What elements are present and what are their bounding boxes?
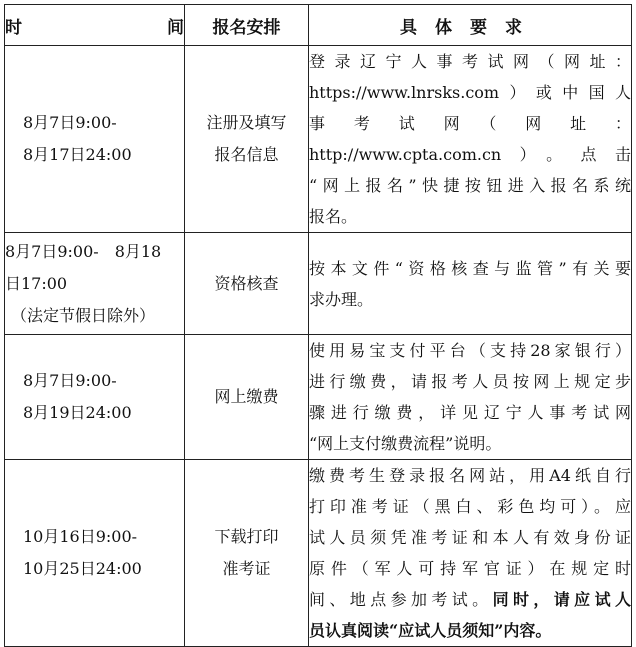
requirement-line: 按本文件“资格核查与监管”有关要 — [309, 258, 631, 278]
requirement-line: http://www.cpta.com.cn）。点击 — [309, 145, 631, 164]
requirement-line: 试人员须凭准考证和本人有效身份证 — [309, 528, 631, 547]
requirement-line: 原件（军人可持军官证）在规定时 — [309, 559, 631, 578]
arrangement-cell — [185, 233, 309, 335]
table-row — [5, 460, 632, 647]
time-line: （法定节假日除外） — [11, 305, 156, 325]
time-line: 8月7日9:00- — [23, 113, 117, 132]
requirement-bold-text: 同时，请应试人 — [492, 590, 631, 609]
requirement-line: 缴费考生登录报名网站，用A4纸自行 — [309, 466, 631, 485]
arrangement-line: 资格核查 — [214, 273, 279, 293]
requirement-line: 登录辽宁人事考试网（网址： — [309, 52, 631, 71]
header-time-char-1: 时 — [5, 17, 22, 38]
arrangement-cell — [185, 46, 309, 233]
requirement-line: “网上支付缴费流程”说明。 — [309, 434, 502, 453]
registration-schedule-table — [4, 4, 632, 647]
requirement-line: https://www.lnrsks.com）或中国人 — [309, 83, 631, 102]
arrangement-cell — [185, 460, 309, 647]
requirement-line: 事 考 试 网 （ 网 址 ： — [309, 114, 631, 133]
arrangement-line: 下载打印 — [214, 527, 279, 546]
table-row — [5, 46, 632, 233]
requirements-cell — [309, 460, 632, 647]
time-cell — [5, 46, 185, 233]
time-line: 8月7日9:00- — [23, 371, 117, 390]
requirement-line: 使用易宝支付平台（支持28家银行） — [309, 341, 631, 360]
time-line: 8月19日24:00 — [23, 403, 132, 422]
header-arrangement: 报名安排 — [185, 5, 309, 46]
time-line: 8月17日24:00 — [23, 145, 132, 164]
arrangement-cell — [185, 335, 309, 460]
requirement-text: 间、地点参加考试。 — [309, 590, 493, 609]
time-cell — [5, 233, 185, 335]
arrangement-line: 准考证 — [222, 559, 271, 578]
time-line: 10月25日24:00 — [23, 559, 142, 578]
time-line: 10月16日9:00- — [23, 527, 138, 546]
requirement-bold-line: 员认真阅读“应试人员须知”内容。 — [309, 621, 552, 640]
requirement-line: 进行缴费，请报考人员按网上规定步 — [309, 372, 631, 391]
requirement-line: 求办理。 — [309, 289, 374, 309]
requirement-line: “网上报名”快捷按钮进入报名系统 — [309, 176, 631, 195]
requirements-cell — [309, 46, 632, 233]
requirement-line: 打印准考证（黑白、彩色均可）。应 — [309, 497, 631, 516]
table-row — [5, 335, 632, 460]
time-cell — [5, 335, 185, 460]
time-cell — [5, 460, 185, 647]
requirement-line: 报名。 — [309, 207, 358, 226]
header-time — [5, 5, 185, 46]
arrangement-line: 报名信息 — [214, 145, 279, 164]
header-row — [5, 5, 632, 46]
time-line: 日17:00 — [5, 273, 68, 293]
header-time-char-2: 间 — [167, 17, 184, 38]
time-line: 8月7日9:00- 8月18 — [5, 241, 162, 261]
arrangement-line: 注册及填写 — [206, 113, 287, 132]
table-row — [5, 233, 632, 335]
requirement-line: 骤进行缴费，详见辽宁人事考试网 — [309, 403, 631, 422]
arrangement-line: 网上缴费 — [214, 387, 279, 406]
requirement-line — [309, 584, 631, 615]
header-requirements: 具体要求 — [309, 5, 632, 46]
requirements-cell — [309, 233, 632, 335]
requirements-cell — [309, 335, 632, 460]
